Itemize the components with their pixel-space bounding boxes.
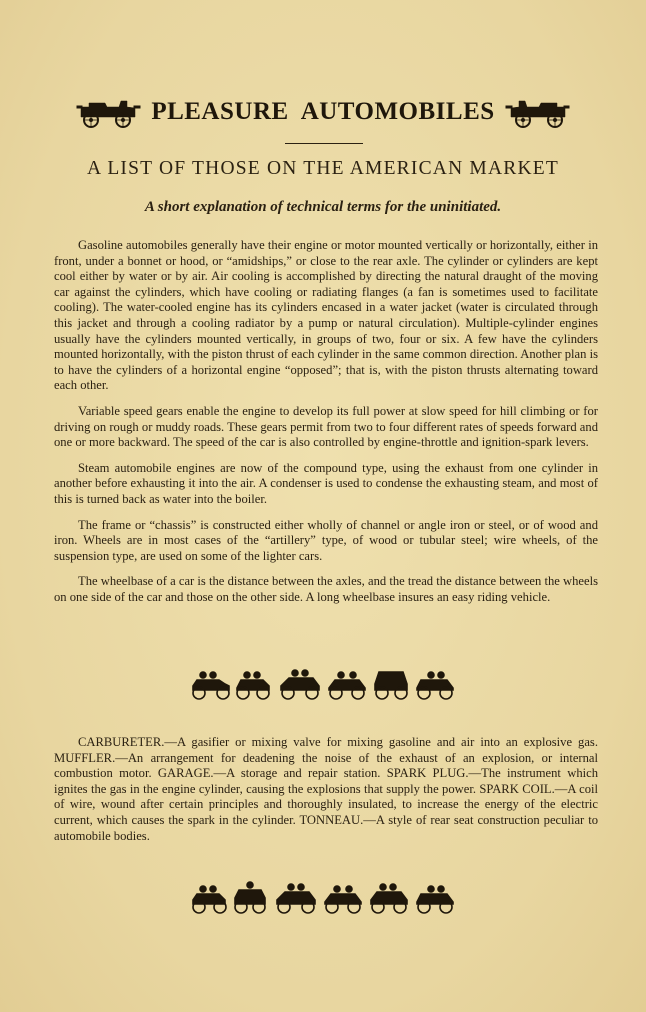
- subtitle: A LIST OF THOSE ON THE AMERICAN MARKET: [87, 158, 559, 179]
- title-word-1: PLEASURE: [151, 98, 289, 125]
- car-frieze-top: [0, 664, 646, 704]
- paragraph: Variable speed gears enable the engine to develop its full power at slow speed for hill climbing or for driving on rough or muddy roads. These gears permit from two to four different rates of speeds forward and one or more backward. The speed of the car is also controlled by engine-throttle and ignition-spark levers.: [54, 403, 598, 450]
- glossary-text: CARBURETER.—A gasifier or mixing valve for mixing gasoline and air into an explosive gas. MUFFLER.—An arrangement for deadening the noise of the exhaust of an explosion, or internal combustion motor. GARAGE.—A storage and repair station. SPARK PLUG.—The instrument which ignites the gas in the engine cylinder, causing the explosions that supply the power. SPARK COIL.—A coil of wire, wound after certain principles and thoroughly insulated, to increase the energy of the electric current, which causes the spark in the cylinder. TONNEAU.—A style of rear seat construction peculiar to automobile bodies.: [54, 735, 598, 843]
- header: [0, 92, 646, 132]
- row-of-cars-icon: [187, 880, 459, 916]
- article-body: [54, 238, 598, 615]
- title-divider: [285, 143, 363, 144]
- page-title: [151, 98, 494, 126]
- paragraph: Steam automobile engines are now of the compound type, using the exhaust from one cylinder in another before exhausting it into the air. A condenser is used to condense the exhausting steam, and most of this is turned back as water into the boiler.: [54, 460, 598, 506]
- tagline: A short explanation of technical terms for the uninitiated.: [144, 199, 502, 215]
- paragraph: The frame or “chassis” is constructed either wholly of channel or angle iron or steel, or of wood and iron. Wheels are in most cases of the “artillery” type, of wood or tubular steel; wire wheels, of the suspension type, are used on some of the lighter cars.: [54, 517, 598, 563]
- paragraph: Gasoline automobiles generally have their engine or motor mounted vertically or horizontally, either in front, under a bonnet or hood, or “amidships,” or close to the rear axle. The cylinder or cylinders are kept cool either by water or by air. Air cooling is accomplished by directing the natural draught of the moving car against the cylinders, which have cooling or radiating flanges (a fan is sometimes used to facilitate cooling). The water-cooled engine has its cylinders encased in a water jacket (water is circulated through this jacket and through a cooling radiator by a pump or natural circulation). Multiple-cylinder engines usually have the cylinders mounted vertically, in groups of two, four or six. A few have the cylinders mounted horizontally, with the piston thrust of each cylinder in the same common direction. Another plan is to have the cylinders of a horizontal engine “opposed”; that is, with the piston thrusts alternating toward each other.: [54, 238, 598, 393]
- car-frieze-bottom: [0, 878, 646, 918]
- title-word-2: AUTOMOBILES: [300, 98, 495, 125]
- paragraph: The wheelbase of a car is the distance between the axles, and the tread the distance between the wheels on one side of the car and those on the other side. A long wheelbase insures an easy riding vehicle.: [54, 574, 598, 604]
- row-of-cars-icon: [187, 666, 459, 702]
- glossary: [54, 735, 598, 844]
- vintage-car-icon: [505, 95, 571, 129]
- vintage-car-icon: [75, 95, 141, 129]
